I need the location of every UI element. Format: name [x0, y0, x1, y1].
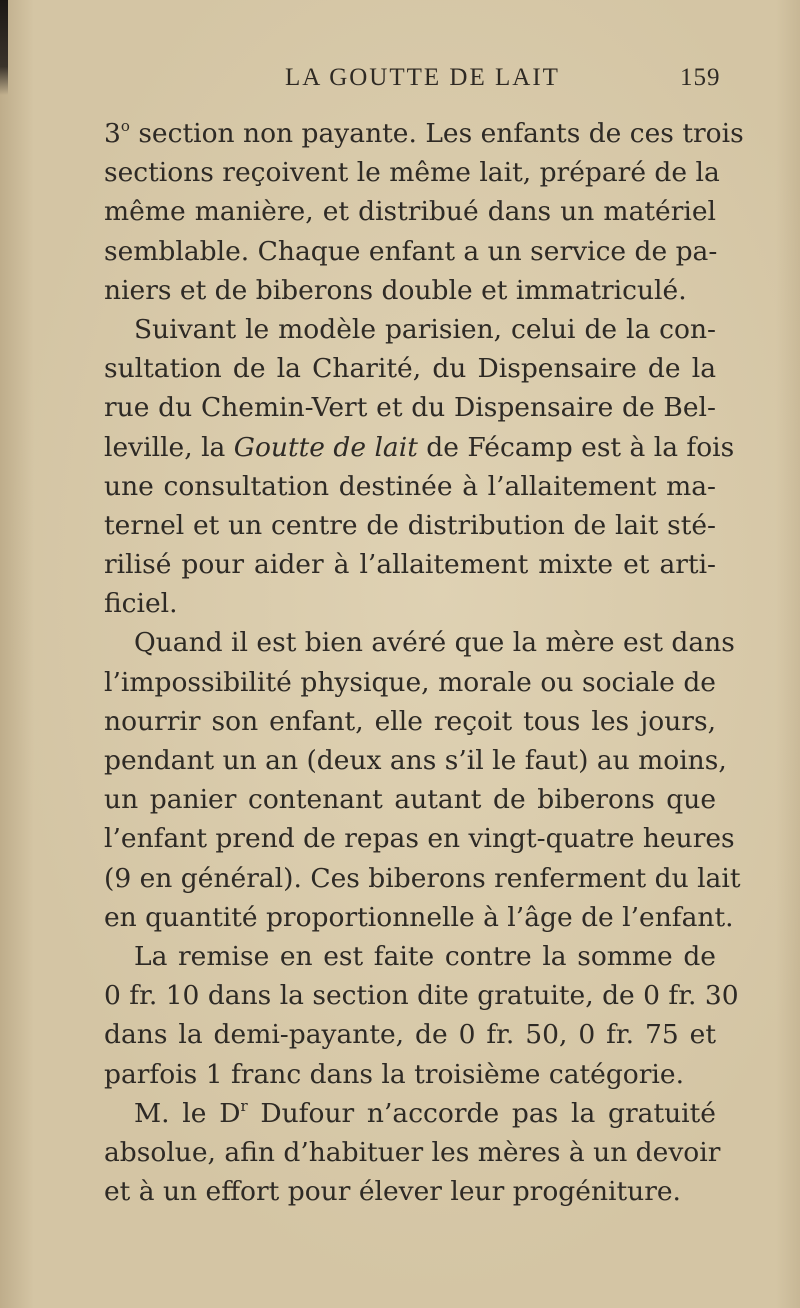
text-line: même manière, et distribué dans un matériel	[104, 196, 716, 228]
text-line: absolue, afin d’habituer les mères à un devoir	[104, 1136, 721, 1168]
text-line: semblable. Chaque enfant a un service de pa-	[104, 235, 718, 267]
paragraph-start-line: Suivant le modèle parisien, celui de la con-	[134, 313, 716, 345]
text-line: l’enfant prend de repas en vingt-quatre heures	[104, 823, 735, 855]
text-line: dans la demi-payante, de 0 fr. 50, 0 fr. 75 et	[104, 1019, 716, 1051]
text-line: niers et de biberons double et immatriculé.	[104, 274, 687, 306]
text-line: nourrir son enfant, elle reçoit tous les jours,	[104, 705, 716, 737]
page-number: 159	[680, 64, 721, 91]
text-line: 3$^o$ section non payante. Les enfants de ces trois	[104, 117, 744, 149]
paragraph-start-line: Quand il est bien avéré que la mère est dans	[134, 627, 735, 659]
paragraph-start-line: La remise en est faite contre la somme de	[134, 940, 716, 972]
body-text	[104, 114, 744, 1211]
running-head: LA GOUTTE DE LAIT	[285, 64, 560, 91]
text-line: un panier contenant autant de biberons que	[104, 784, 716, 816]
abbreviation-superscript: r	[240, 1096, 248, 1115]
text-line: 0 fr. 10 dans la section dite gratuite, de 0 fr. 30	[104, 980, 739, 1012]
text-line: ternel et un centre de distribution de lait sté-	[104, 509, 716, 541]
page-header	[0, 60, 800, 96]
text-line: rue du Chemin-Vert et du Dispensaire de Bel-	[104, 392, 716, 424]
text-line: sections reçoivent le même lait, préparé de la	[104, 157, 720, 189]
italic-title: Goutte de lait	[233, 431, 418, 463]
text-line: leville, la Goutte de lait de Fécamp est à la fois	[104, 431, 735, 463]
text-line: en quantité proportionnelle à l’âge de l’enfant.	[104, 901, 734, 933]
text-line: parfois 1 franc dans la troisième catégorie.	[104, 1058, 685, 1090]
text-line: l’impossibilité physique, morale ou sociale de	[104, 666, 716, 698]
text-line: rilisé pour aider à l’allaitement mixte et arti-	[104, 549, 716, 581]
paragraph-start-line: M. le $D^r$ Dufour n’accorde pas la gratuité	[134, 1096, 716, 1129]
text-line: ficiel.	[104, 588, 178, 620]
text-line: pendant un an (deux ans s’il le faut) au moins,	[104, 745, 727, 776]
text-line: (9 en général). Ces biberons renferment du lait	[104, 862, 741, 894]
text-line: une consultation destinée à l’allaitement ma-	[104, 470, 716, 502]
text-line: sultation de la Charité, du Dispensaire de la	[104, 353, 716, 385]
text-line: et à un effort pour élever leur progéniture.	[104, 1176, 681, 1208]
ordinal-superscript: o	[120, 117, 130, 135]
